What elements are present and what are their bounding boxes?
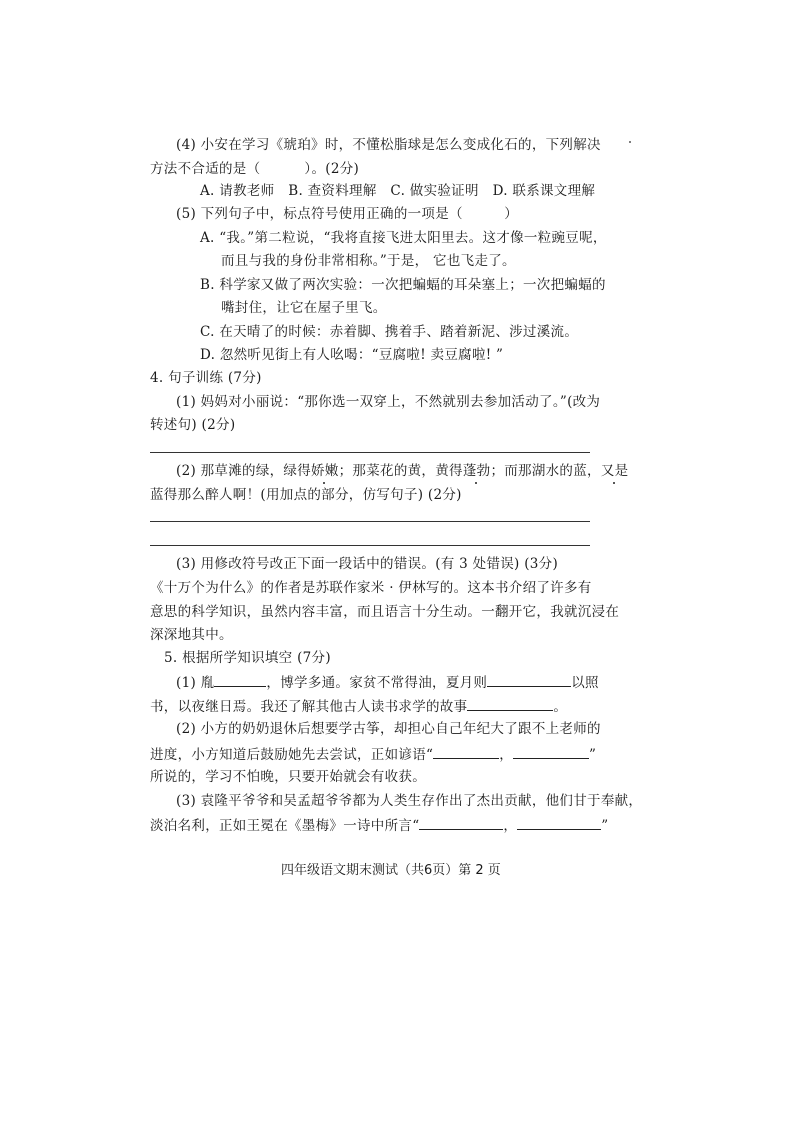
q4-item3-stem: (3) 用修改符号改正下面一段话中的错误。(有 3 处错误) (3分) — [176, 556, 559, 572]
q3-item5-option-c: C. 在天晴了的时候：赤着脚、携着手、踏着新泥、涉过溪流。 — [200, 324, 579, 340]
scan-speck — [629, 141, 631, 143]
q4-item3-para-line2: 意思的科学知识，虽然内容丰富，而且语言十分生动。一翻开它，我就沉浸在 — [150, 604, 620, 620]
q4-item1-answer-line[interactable] — [150, 452, 590, 453]
q5-item1-d: 书，以夜继日焉。我还了解其他古人读书求学的故事 — [150, 699, 468, 715]
q5-item3-line2 — [150, 815, 608, 835]
q3-item5-stem: (5) 下列句子中，标点符号使用正确的一项是（ ） — [176, 206, 519, 222]
q4-item2-seg3: ；而那湖水的蓝， — [490, 463, 601, 479]
q5-item2-line2 — [150, 744, 596, 764]
q3-item5-option-b-line1: B. 科学家又做了两次实验：一次把蝙蝠的耳朵塞上；一次把蝙蝠的 — [200, 277, 606, 293]
q5-item1-line2 — [150, 696, 567, 716]
q5-item2-line2-a: 进度，小方知道后鼓励她先去尝试，正如谚语“ — [150, 747, 434, 763]
page-footer: 四年级语文期末测试（共6页）第 2 页 — [281, 863, 501, 878]
q5-item1-a: (1) 胤 — [176, 675, 215, 691]
q4-item2-seg1: (2) 那草滩的绿，绿得 — [176, 463, 312, 479]
q3-item4-line2 — [150, 159, 359, 178]
q3-item5-option-d: D. 忽然听见街上有人吆喝：“豆腐啦! 卖豆腐啦! ” — [200, 347, 504, 363]
fill-blank-3[interactable] — [467, 696, 553, 711]
q5-item3-line1: (3) 袁隆平爷爷和吴孟超爷爷都为人类生存作出了杰出贡献，他们甘于奉献， — [176, 793, 643, 809]
q4-title: 4. 句子训练 (7分) — [150, 370, 262, 386]
q5-item3-line2-a: 淡泊名利，正如王冕在《墨梅》一诗中所言“ — [150, 818, 420, 834]
fill-blank-5[interactable] — [513, 744, 589, 759]
fill-blank-6[interactable] — [419, 815, 503, 830]
q4-item2-emph3: 又是 — [600, 463, 629, 479]
q3-item5-option-a-line1: A. “我。”第二粒说，“我将直接飞进太阳里去。这才像一粒豌豆呢， — [200, 230, 607, 246]
fill-blank-4[interactable] — [433, 744, 499, 759]
fill-blank-7[interactable] — [517, 815, 601, 830]
q3-item5-option-b-line2: 嘴封住，让它在屋子里飞。 — [221, 300, 387, 316]
q3-item4-options: A. 请教老师 B. 查资料理解 C. 做实验证明 D. 联系课文理解 — [200, 183, 596, 199]
q3-item4-line1: (4) 小安在学习《琥珀》时，不懂松脂球是怎么变成化石的，下列解决 — [176, 137, 601, 153]
q4-item2-line1 — [176, 462, 628, 480]
fill-blank-2[interactable] — [487, 672, 571, 687]
q4-item3-para-line1: 《十万个为什么》的作者是苏联作家米 · 伊林写的。这本书介绍了许多有 — [150, 580, 592, 596]
q3-item4-line2-pre: 方法不合适的是（ — [150, 161, 261, 177]
q4-item2-seg2: ；那菜花的黄，黄得 — [338, 463, 463, 479]
q5-item2-line2-c: ” — [589, 747, 597, 763]
answer-paren-space[interactable] — [260, 159, 304, 173]
q4-item2-line2: 蓝得那么醉人啊！(用加点的部分，仿写句子) (2分) — [150, 487, 462, 503]
q5-item2-line2-b: ， — [499, 747, 514, 763]
q5-item1-line1 — [176, 672, 599, 692]
q4-item2-emph1: 娇嫩 — [311, 463, 339, 479]
q5-item2-line1: (2) 小方的奶奶退休后想要学古筝，却担心自己年纪大了跟不上老师的 — [176, 721, 601, 737]
q4-item2-answer-line-2[interactable] — [150, 545, 590, 546]
q4-item1-line1: (1) 妈妈对小丽说：“那你选一双穿上，不然就别去参加活动了。”(改为 — [176, 394, 601, 410]
q4-item2-emph2: 蓬勃 — [462, 463, 491, 479]
fill-blank-1[interactable] — [214, 672, 266, 687]
q5-item3-line2-c: ” — [601, 818, 609, 834]
q5-item3-line2-b: ， — [503, 818, 518, 834]
q3-item5-option-a-line2: 而且与我的身份非常相称。”于是， 它也飞走了。 — [221, 253, 516, 269]
q3-item4-line2-post: ）。(2分) — [304, 161, 360, 177]
q5-item1-c: 以照 — [571, 675, 599, 691]
q5-item1-e: 。 — [553, 699, 568, 715]
q4-item3-para-line3: 深深地其中。 — [150, 627, 233, 643]
q4-item1-line2: 转述句) (2分) — [150, 417, 236, 433]
q5-title: 5. 根据所学知识填空 (7分) — [164, 650, 331, 666]
q5-item1-b: ，博学多通。家贫不常得油，夏月则 — [266, 675, 488, 691]
q4-item2-answer-line-1[interactable] — [150, 521, 590, 522]
q5-item2-line3: 所说的，学习不怕晚，只要开始就会有收获。 — [150, 769, 426, 785]
